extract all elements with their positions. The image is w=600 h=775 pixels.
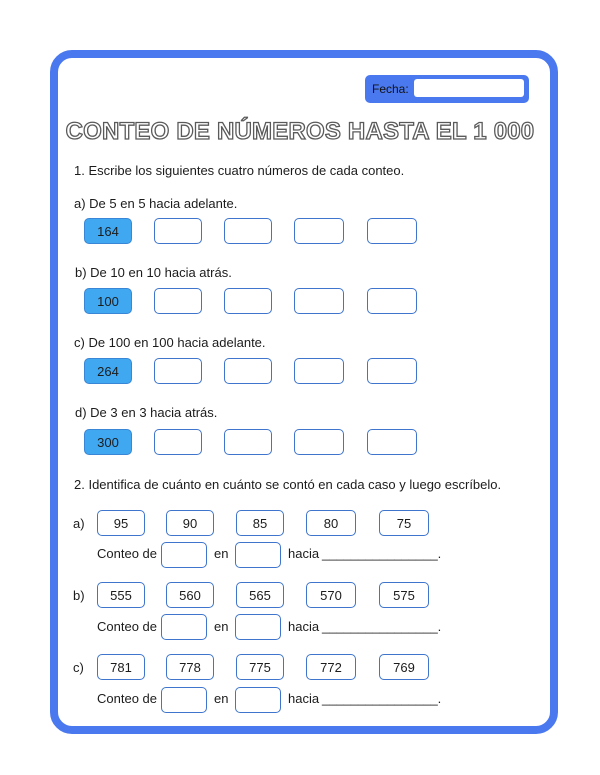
section2-item-b-step-input-2[interactable]: [235, 614, 281, 640]
section1-item-d-answer-4[interactable]: [367, 429, 417, 455]
section2-item-a-label: a): [73, 516, 85, 531]
section1-item-a-answer-1[interactable]: [154, 218, 202, 244]
section2-item-c-en-label: en: [214, 691, 229, 706]
section2-item-a-value-5: 75: [379, 510, 429, 536]
section2-item-a-value-2: 90: [166, 510, 214, 536]
section1-item-b-answer-4[interactable]: [367, 288, 417, 314]
page-title: CONTEO DE NÚMEROS HASTA EL 1 000: [65, 118, 535, 145]
section2-item-b-value-4: 570: [306, 582, 356, 608]
section1-item-d-label: d) De 3 en 3 hacia atrás.: [75, 405, 218, 420]
section1-item-a-answer-2[interactable]: [224, 218, 272, 244]
section2-item-a-direction-blank[interactable]: ________________.: [322, 546, 442, 561]
section2-item-c-value-2: 778: [166, 654, 214, 680]
section1-item-c-answer-3[interactable]: [294, 358, 344, 384]
section2-item-b-conteo-label: Conteo de: [97, 619, 157, 634]
section1-item-d-answer-3[interactable]: [294, 429, 344, 455]
section2-item-a-value-1: 95: [97, 510, 145, 536]
date-input[interactable]: [414, 79, 524, 97]
section1-item-a-answer-4[interactable]: [367, 218, 417, 244]
section2-item-c-conteo-label: Conteo de: [97, 691, 157, 706]
section1-item-b-answer-2[interactable]: [224, 288, 272, 314]
section2-item-c-value-5: 769: [379, 654, 429, 680]
section2-item-b-en-label: en: [214, 619, 229, 634]
section1-item-a-start: 164: [84, 218, 132, 244]
section1-item-d-answer-1[interactable]: [154, 429, 202, 455]
section1-item-a-label: a) De 5 en 5 hacia adelante.: [74, 196, 238, 211]
section2-item-c-label: c): [73, 660, 84, 675]
section1-item-c-start: 264: [84, 358, 132, 384]
section1-item-b-start: 100: [84, 288, 132, 314]
section2-item-a-hacia-label: hacia: [288, 546, 320, 561]
section2-item-b-value-1: 555: [97, 582, 145, 608]
section1-item-d-answer-2[interactable]: [224, 429, 272, 455]
section2-item-c-direction-blank[interactable]: ________________.: [322, 691, 442, 706]
section1-item-c-label: c) De 100 en 100 hacia adelante.: [74, 335, 266, 350]
section2-item-b-step-input[interactable]: [161, 614, 207, 640]
section2-item-a-step-input-2[interactable]: [235, 542, 281, 568]
section2-item-a-value-4: 80: [306, 510, 356, 536]
section1-item-a-answer-3[interactable]: [294, 218, 344, 244]
section2-item-a-value-3: 85: [236, 510, 284, 536]
section2-item-c-step-input-2[interactable]: [235, 687, 281, 713]
section2-item-a-en-label: en: [214, 546, 229, 561]
section1-item-c-answer-2[interactable]: [224, 358, 272, 384]
date-box: [365, 75, 529, 103]
section2-item-a-conteo-label: Conteo de: [97, 546, 157, 561]
section2-item-a-step-input[interactable]: [161, 542, 207, 568]
section2-item-c-step-input[interactable]: [161, 687, 207, 713]
section1-item-b-answer-1[interactable]: [154, 288, 202, 314]
section1-item-b-answer-3[interactable]: [294, 288, 344, 314]
section2-item-b-value-3: 565: [236, 582, 284, 608]
section1-item-b-label: b) De 10 en 10 hacia atrás.: [75, 265, 232, 280]
section1-item-c-answer-1[interactable]: [154, 358, 202, 384]
section2-item-c-hacia-label: hacia: [288, 691, 320, 706]
section1-instruction: 1. Escribe los siguientes cuatro números de cada conteo.: [74, 163, 405, 178]
section2-instruction: 2. Identifica de cuánto en cuánto se contó en cada caso y luego escríbelo.: [74, 477, 502, 492]
section2-item-b-value-2: 560: [166, 582, 214, 608]
section2-item-c-value-1: 781: [97, 654, 145, 680]
section2-item-b-value-5: 575: [379, 582, 429, 608]
section2-item-c-value-4: 772: [306, 654, 356, 680]
section2-item-b-hacia-label: hacia: [288, 619, 320, 634]
section2-item-c-value-3: 775: [236, 654, 284, 680]
section1-item-c-answer-4[interactable]: [367, 358, 417, 384]
date-label: Fecha:: [372, 82, 409, 96]
section2-item-b-direction-blank[interactable]: ________________.: [322, 619, 442, 634]
section2-item-b-label: b): [73, 588, 85, 603]
section1-item-d-start: 300: [84, 429, 132, 455]
